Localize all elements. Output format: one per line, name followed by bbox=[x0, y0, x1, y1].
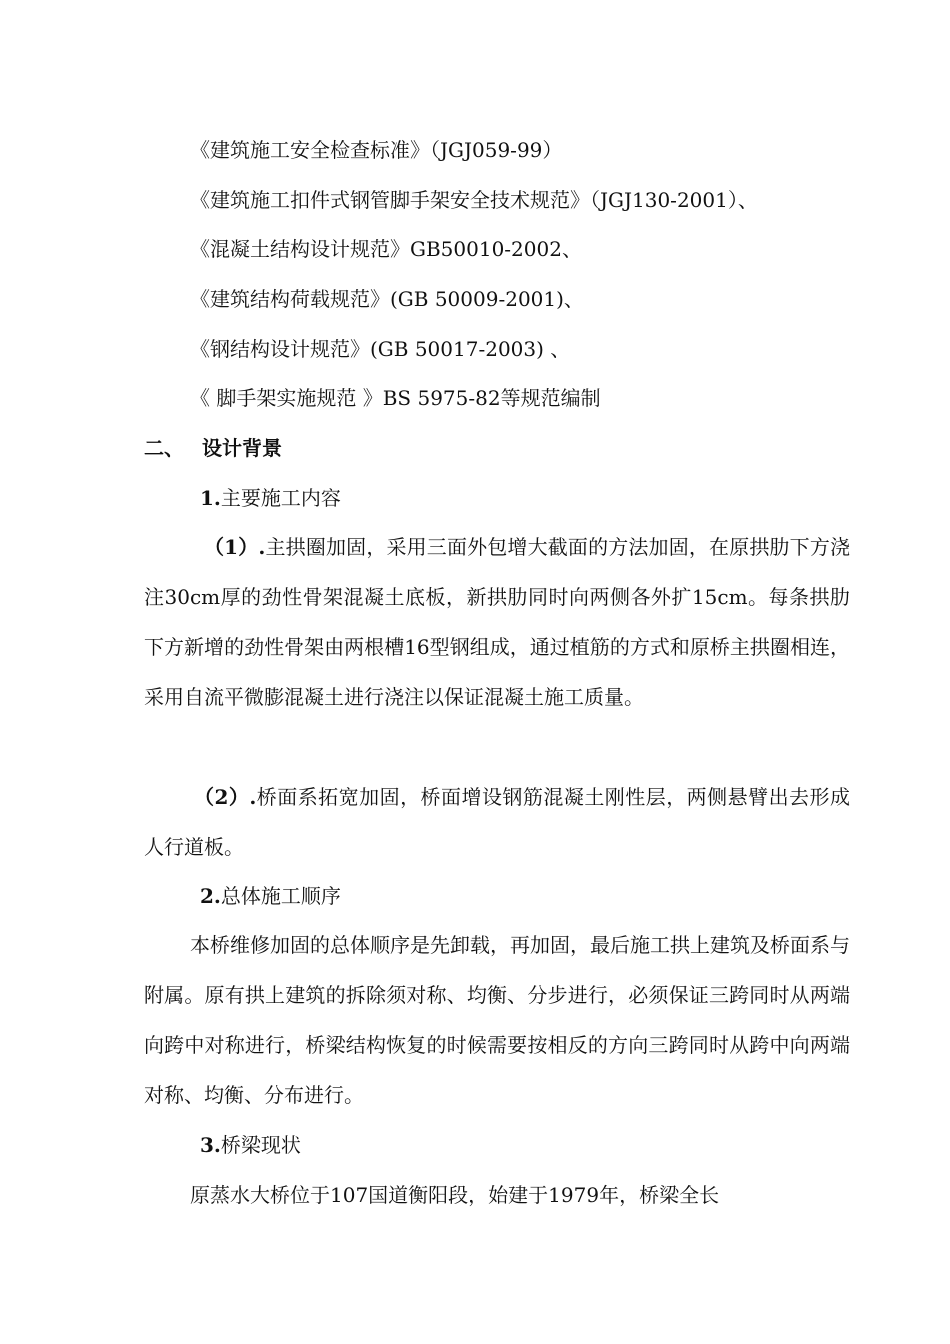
item-label: （2）. bbox=[194, 785, 257, 809]
item-text: 主拱圈加固，采用三面外包增大截面的方法加固，在原拱肋下方浇注30cm厚的劲性骨架混凝土底板，新拱肋同时向两侧各外扩15cm。每条拱肋下方新增的劲性骨架由两根槽16型钢组成，通过植筋的方式和原桥主拱圈相连，采用自流平微膨混凝土进行浇注以保证混凝土施工质量。 bbox=[144, 535, 850, 709]
subsection-number: 1. bbox=[200, 486, 221, 510]
subsection-heading bbox=[200, 1132, 301, 1158]
section-heading bbox=[144, 435, 282, 461]
subsection-title: 总体施工顺序 bbox=[220, 884, 341, 908]
item-text: 桥面系拓宽加固，桥面增设钢筋混凝土刚性层，两侧悬臂出去形成人行道板。 bbox=[144, 785, 850, 859]
subsection-number: 2. bbox=[200, 884, 221, 908]
reference-line: 《建筑施工安全检查标准》（JGJ059-99） bbox=[190, 138, 563, 162]
section-number: 二、 bbox=[144, 436, 184, 460]
reference-line: 《建筑结构荷载规范》(GB 50009-2001)、 bbox=[190, 287, 584, 311]
subsection-heading bbox=[200, 485, 341, 511]
paragraph: 本桥维修加固的总体顺序是先卸载，再加固，最后施工拱上建筑及桥面系与附属。原有拱上建筑的拆除须对称、均衡、分步进行，必须保证三跨同时从两端向跨中对称进行，桥梁结构恢复的时候需要按相反的方向三跨同时从跨中向两端对称、均衡、分布进行。 bbox=[144, 933, 850, 1107]
paragraph bbox=[144, 772, 850, 872]
item-label: （1）. bbox=[204, 535, 266, 559]
reference-line: 《混凝土结构设计规范》GB50010-2002、 bbox=[190, 237, 582, 261]
subsection-title: 主要施工内容 bbox=[220, 486, 341, 510]
subsection-heading bbox=[200, 883, 341, 909]
paragraph bbox=[144, 522, 850, 722]
reference-line: 《建筑施工扣件式钢管脚手架安全技术规范》（JGJ130-2001）、 bbox=[190, 188, 758, 212]
subsection-title: 桥梁现状 bbox=[220, 1133, 301, 1157]
reference-line: 《钢结构设计规范》(GB 50017-2003) 、 bbox=[190, 337, 571, 361]
section-title: 设计背景 bbox=[202, 436, 282, 460]
subsection-number: 3. bbox=[200, 1133, 221, 1157]
paragraph: 原蒸水大桥位于107国道衡阳段，始建于1979年，桥梁全长 bbox=[190, 1183, 720, 1207]
reference-line: 《 脚手架实施规范 》BS 5975-82等规范编制 bbox=[190, 386, 601, 410]
